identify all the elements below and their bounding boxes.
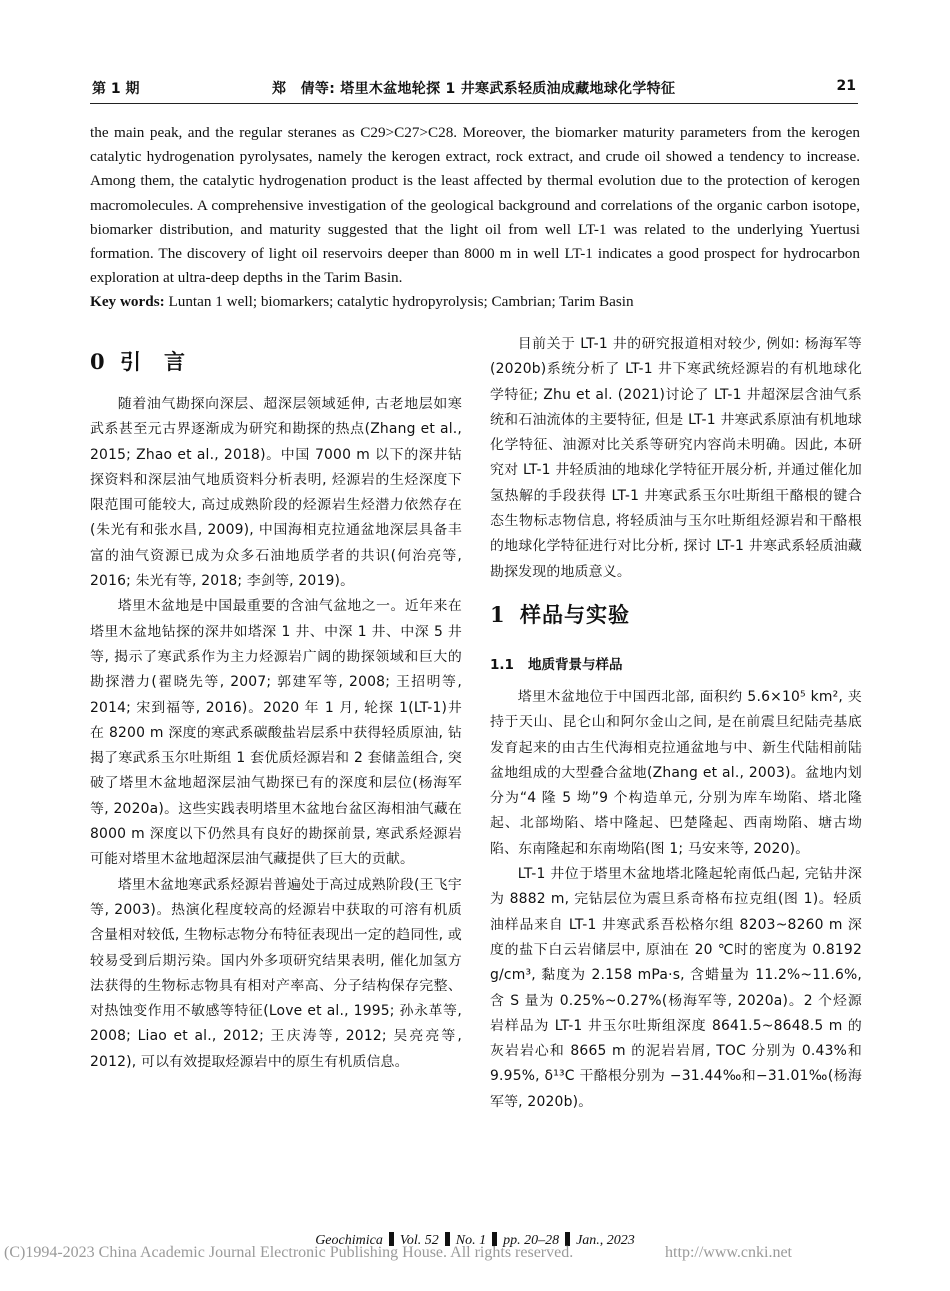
section-0-heading (90, 332, 462, 392)
journal-volume: Vol. 52 (399, 1233, 439, 1248)
intro-paragraph-1: 随着油气勘探向深层、超深层领域延伸, 古老地层如寒武系甚至元古界逐渐成为研究和勘探的热点(Zhang et al., 2015; Zhao et al., 2018)。中国 7000 m 以下的深井钻探资料和深层油气地质资料分析表明, 烃源岩的生烃深度下限范围可能较大, 高过成熟阶段的烃源岩生烃潜力依然存在(朱光有和张水昌, 2009), 中国海相克拉通盆地深层具备丰富的油气资源已成为众多石油地质学者的共识(何治亮等, 2016; 朱光有等, 2018; 李剑等, 2019)。 (90, 396, 462, 590)
right-column (490, 332, 862, 1115)
subsection-1-1-number: 1.1 (490, 656, 514, 673)
background-paragraph-2: LT-1 井位于塔里木盆地塔北隆起轮南低凸起, 完钻井深为 8882 m, 完钻层位为震旦系奇格布拉克组(图 1)。轻质油样品来自 LT-1 井寒武系吾松格尔组 8203~8260 m 深度的盐下白云岩储层中, 原油在 20 ℃时的密度为 0.8192 g/cm³, 黏度为 2.158 mPa·s, 含蜡量为 11.2%~11.6%, 含 S 量为 0.25%~0.27%(杨海军等, 2020a)。2 个烃源岩样品为 LT-1 井玉尔吐斯组深度 8641.5~8648.5 m 的灰岩岩心和 8665 m 的泥岩岩屑, TOC 分别为 0.43%和 9.95%, δ¹³C 干酪根分别为 −31.44‰和−31.01‰(杨海军等, 2020b)。 (490, 866, 862, 1110)
journal-issue: No. 1 (455, 1233, 487, 1248)
running-title: 郑 倩等: 塔里木盆地轮探 1 井寒武系轻质油成藏地球化学特征 (272, 81, 676, 97)
intro-paragraph-2: 塔里木盆地是中国最重要的含油气盆地之一。近年来在塔里木盆地钻探的深井如塔深 1 井、中深 1 井、中深 5 井等, 揭示了寒武系作为主力烃源岩广阔的勘探领域和巨大的勘探潜力(翟晓先等, 2007; 郭建军等, 2008; 王招明等, 2014; 宋到福等, 2016)。2020 年 1 月, 轮探 1(LT-1)井在 8200 m 深度的寒武系碳酸盐岩层系中获得轻质原油, 钻揭了寒武系玉尔吐斯组 1 套优质烃源岩和 2 套储盖组合, 突破了塔里木盆地超深层油气勘探已有的深度和层位(杨海军等, 2020a)。这些实践表明塔里木盆地台盆区海相油气藏在 8000 m 深度以下仍然具有良好的勘探前景, 寒武系烃源岩可能对塔里木盆地超深层油气藏提供了巨大的贡献。 (90, 598, 462, 868)
section-1-number: 1 (490, 601, 506, 627)
background-paragraph-1: 塔里木盆地位于中国西北部, 面积约 5.6×10⁵ km², 夹持于天山、昆仑山和阿尔金山之间, 是在前震旦纪陆壳基底发育起来的由古生代海相克拉通盆地与中、新生代陆相前陆盆地组成的大型叠合盆地(Zhang et al., 2003)。盆地内划分为“4 隆 5 坳”9 个构造单元, 分别为库车坳陷、塔北隆起、北部坳陷、塔中隆起、巴楚隆起、西南坳陷、塘古坳陷、东南隆起和东南坳陷(图 1; 马安来等, 2020)。 (490, 688, 862, 857)
section-0-number: 0 (90, 349, 106, 374)
copyright-watermark: (C)1994-2023 China Academic Journal Electronic Publishing House. All rights reserved. (4, 1244, 574, 1261)
keywords (90, 291, 860, 313)
subsection-1-1-title: 地质背景与样品 (528, 656, 623, 673)
left-column (90, 332, 462, 1075)
keywords-label: Key words: (90, 293, 165, 310)
cnki-url-watermark: http://www.cnki.net (665, 1244, 792, 1261)
intro-paragraph-4: 目前关于 LT-1 井的研究报道相对较少, 例如: 杨海军等(2020b)系统分析了 LT-1 井下寒武统烃源岩的有机地球化学特征; Zhu et al. (2021)讨论了 LT-1 井超深层含油气系统和石油流体的主要特征, 但是 LT-1 井寒武系原油有机地球化学特征、油源对比关系等研究内容尚未明确。因此, 本研究对 LT-1 井轻质油的地球化学特征开展分析, 并通过催化加氢热解的手段获得 LT-1 井寒武系玉尔吐斯组干酪根的键合态生物标志物信息, 将轻质油与玉尔吐斯组烃源岩和干酪根的地球化学特征进行对比分析, 探讨 LT-1 井寒武系轻质油藏勘探发现的地质意义。 (490, 336, 862, 580)
journal-name: Geochimica (315, 1233, 383, 1248)
page-number: 21 (836, 78, 856, 94)
journal-pages: pp. 20–28 (503, 1233, 560, 1248)
header-rule (90, 103, 858, 104)
journal-date: Jan., 2023 (576, 1233, 635, 1248)
section-1-title: 样品与实验 (520, 601, 630, 627)
abstract-english: the main peak, and the regular steranes as C29>C27>C28. Moreover, the biomarker maturity parameters from the kerogen catalytic hydrogenation pyrolysates, namely the kerogen extract, rock extract, and crude oil showed a tendency to increase. Among them, the catalytic hydrogenation product is the least affected by thermal evolution due to the protection of kerogen macromolecules. A comprehensive investigation of the geological background and correlations of the organic carbon isotope, biomarker distribution, and maturity suggested that the light oil from well LT-1 was related to the underlying Yuertusi formation. The discovery of light oil reservoirs deeper than 8000 m in well LT-1 indicates a good prospect for hydrocarbon exploration at ultra-deep depths in the Tarim Basin. (90, 124, 860, 287)
intro-paragraph-3: 塔里木盆地寒武系烃源岩普遍处于高过成熟阶段(王飞宇等, 2003)。热演化程度较高的烃源岩中获取的可溶有机质含量相对较低, 生物标志物分布特征表现出一定的趋同性, 或较易受到后期污染。国内外多项研究结果表明, 催化加氢方法获得的生物标志物具有相对产率高、分子结构保存完整、对热蚀变作用不敏感等特征(Love et al., 1995; 孙永革等, 2008; Liao et al., 2012; 王庆涛等, 2012; 吴亮亮等, 2012), 可以有效提取烃源岩中的原生有机质信息。 (90, 876, 462, 1070)
keywords-text: Luntan 1 well; biomarkers; catalytic hydropyrolysis; Cambrian; Tarim Basin (168, 293, 634, 310)
issue-label: 第 1 期 (92, 81, 140, 97)
section-1-heading (490, 585, 862, 645)
running-header (90, 76, 858, 100)
subsection-1-1-heading (490, 645, 862, 685)
section-0-title: 引 言 (120, 349, 186, 374)
